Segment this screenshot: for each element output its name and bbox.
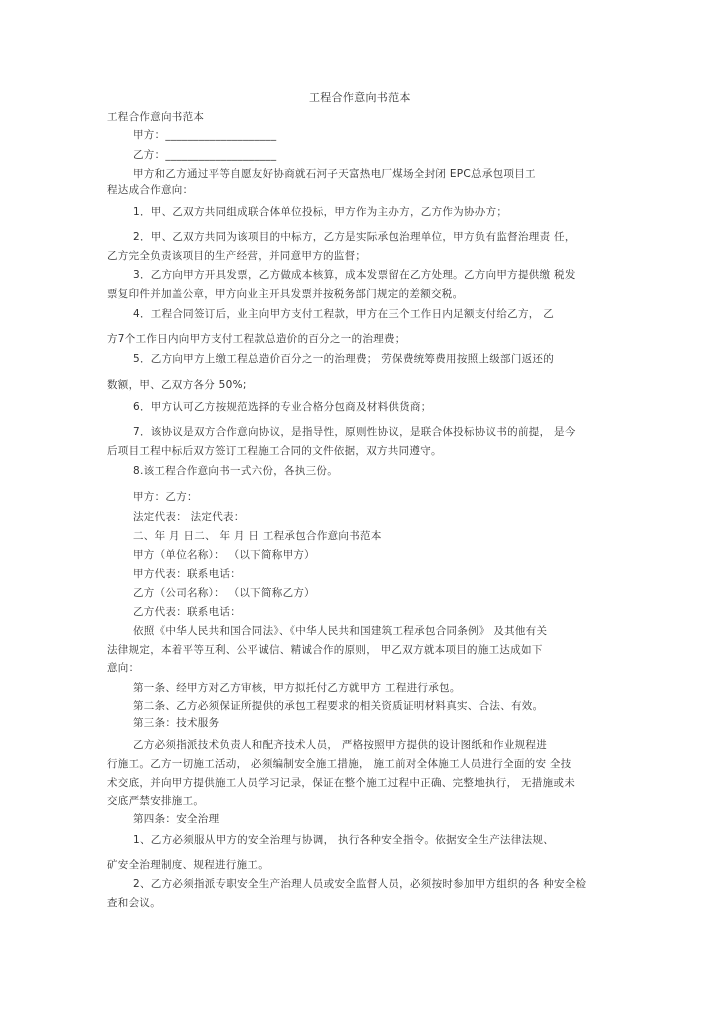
text-line: 4．工程合同签订后，业主向甲方支付工程款，甲方在三个工作日内足额支付给乙方， 乙 xyxy=(133,308,555,320)
text-line: 意向： xyxy=(107,662,140,674)
text-line: 甲方和乙方通过平等自愿友好协商就石河子天富热电厂煤场全封闭 EPC总承包项目工 xyxy=(133,168,536,180)
text-line: 术交底，并向甲方提供施工人员学习记录，保证在整个施工过程中正确、完整地执行， 无措施或未 xyxy=(107,777,576,789)
text-line: 法律规定，本着平等互利、公平诚信、精诚合作的原则， 甲乙双方就本项目的施工达成如下 xyxy=(107,644,543,656)
text-line: 乙方完全负责该项目的生产经营，并同意甲方的监督； xyxy=(107,250,367,262)
text-line: 6．甲方认可乙方按规范选择的专业合格分包商及材料供货商； xyxy=(133,401,432,413)
text-line: 程达成合作意向： xyxy=(107,184,194,196)
text-line: 矿安全治理制度、规程进行施工。 xyxy=(107,859,269,871)
page-title: 工程合作意向书范本 xyxy=(309,91,411,104)
text-line: 甲方：乙方： xyxy=(133,491,198,503)
text-line: 甲方代表：联系电话： xyxy=(133,568,241,580)
text-line: 1．甲、乙双方共同组成联合体单位投标，甲方作为主办方，乙方作为协办方； xyxy=(133,206,508,218)
text-line: 交底严禁安排施工。 xyxy=(107,795,205,807)
text-line: 查和会议。 xyxy=(107,897,161,909)
text-line: 8.该工程合作意向书一式六份，各执三份。 xyxy=(133,465,339,477)
text-line: 工程合作意向书范本 xyxy=(107,111,205,123)
text-line: 乙方（公司名称）： （以下简称乙方） xyxy=(133,587,315,599)
text-line: 乙方代表：联系电话： xyxy=(133,606,241,618)
text-line: 票复印件并加盖公章，甲方向业主开具发票并按税务部门规定的差额交税。 xyxy=(107,288,464,300)
text-line: 依照《中华人民共和国合同法》、《中华人民共和国建筑工程承包合同条例》 及其他有关 xyxy=(133,625,548,637)
text-line: 2、乙方必须指派专职安全生产治理人员或安全监督人员，必须按时参加甲方组织的各 种安全检 xyxy=(133,878,587,890)
text-line: 第二条、乙方必须保证所提供的承包工程要求的相关资质证明材料真实、合法、有效。 xyxy=(133,700,544,712)
text-line: 第三条：技术服务 xyxy=(133,717,220,729)
text-line: 1、乙方必须服从甲方的安全治理与协调， 执行各种安全指令。依据安全生产法律法规、 xyxy=(133,834,555,846)
text-line: 法定代表： 法定代表： xyxy=(133,511,245,523)
text-line: 二、年 月 日二、 年 月 日 工程承包合作意向书范本 xyxy=(133,530,382,542)
text-line: 甲方（单位名称）： （以下简称甲方） xyxy=(133,549,315,561)
text-line: 方7个工作日内向甲方支付工程款总造价的百分之一的治理费； xyxy=(107,333,406,345)
text-line: 2．甲、乙双方共同为该项目的中标方，乙方是实际承包治理单位，甲方负有监督治理责 任， xyxy=(133,231,576,243)
text-line: 乙方必须指派技术负责人和配齐技术人员， 严格按照甲方提供的设计图纸和作业规程进 xyxy=(133,739,548,751)
text-line: 数额，甲、乙双方各分 50%; xyxy=(107,379,247,391)
text-line: 甲方：____________________ xyxy=(133,129,277,141)
text-line: 第四条：安全治理 xyxy=(133,813,220,825)
text-line: 乙方：____________________ xyxy=(133,149,277,161)
text-line: 第一条、经甲方对乙方审核，甲方拟托付乙方就甲方 工程进行承包。 xyxy=(133,682,461,694)
text-line: 5．乙方向甲方上缴工程总造价百分之一的治理费； 劳保费统筹费用按照上级部门返还的 xyxy=(133,353,555,365)
text-line: 后项目工程中标后双方签订工程施工合同的文件依据，双方共同遵守。 xyxy=(107,445,442,457)
text-line: 行施工。乙方一切施工活动， 必须编制安全施工措施， 施工前对全体施工人员进行全面的安 全技 xyxy=(107,758,572,770)
text-line: 3．乙方向甲方开具发票，乙方做成本核算，成本发票留在乙方处理。乙方向甲方提供缴 税发 xyxy=(133,269,576,281)
text-line: 7．该协议是双方合作意向协议，是指导性，原则性协议，是联合体投标协议书的前提， 是今 xyxy=(133,426,576,438)
